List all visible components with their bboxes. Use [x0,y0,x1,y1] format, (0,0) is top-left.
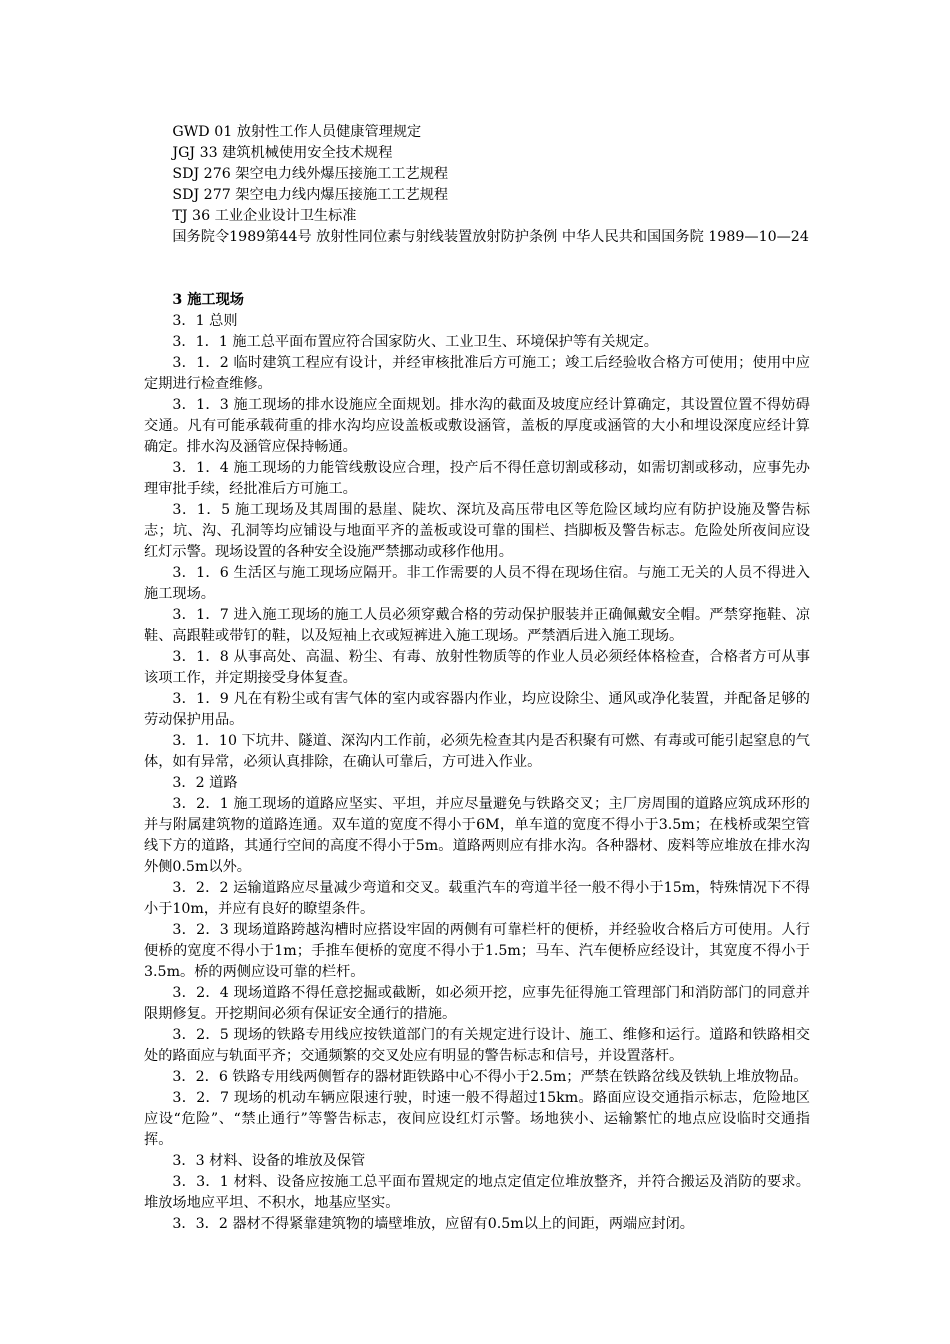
clause: 3．2．1 施工现场的道路应坚实、平坦，并应尽量避免与铁路交叉；主厂房周围的道路应筑成环形的并与附属建筑物的道路连通。双车道的宽度不得小于6M，单车道的宽度不得小于3.5m；在栈桥或架空管线下方的道路，其通行空间的高度不得小于5m。道路两则应有排水沟。各种器材、废料等应堆放在排水沟外侧0.5m以外。 [144,796,810,875]
reference-item: SDJ 276 架空电力线外爆压接施工工艺规程 [172,166,449,182]
clause: 3．1．10 下坑井、隧道、深沟内工作前，必须先检查其内是否积聚有可燃、有毒或可能引起窒息的气体，如有异常，必须认真排除，在确认可靠后，方可进入作业。 [144,733,810,770]
section-title: 3．2 道路 [172,775,238,791]
clause: 3．1．1 施工总平面布置应符合国家防火、工业卫生、环境保护等有关规定。 [172,334,658,350]
section-general [144,311,810,773]
clause: 3．1．4 施工现场的力能管线敷设应合理，投产后不得任意切割或移动，如需切割或移动，应事先办理审批手续，经批准后方可施工。 [144,460,810,497]
section-title: 3．3 材料、设备的堆放及保管 [172,1153,366,1169]
clause: 3．2．3 现场道路跨越沟槽时应搭设牢固的两侧有可靠栏杆的便桥，并经验收合格后方可使用。人行便桥的宽度不得小于1m；手推车便桥的宽度不得小于1.5m；马车、汽车便桥应经设计，其宽度不得小于3.5m。桥的两侧应设可靠的栏杆。 [144,922,810,980]
reference-list [144,122,810,248]
section-roads [144,773,810,1151]
section-materials [144,1151,810,1235]
clause: 3．2．5 现场的铁路专用线应按铁道部门的有关规定进行设计、施工、维修和运行。道路和铁路相交处的路面应与轨面平齐；交通频繁的交叉处应有明显的警告标志和信号，并设置落杆。 [144,1027,810,1064]
reference-item: 国务院令1989第44号 放射性同位素与射线装置放射防护条例 中华人民共和国国务院 1989—10—24 [172,229,809,245]
reference-item: JGJ 33 建筑机械使用安全技术规程 [172,145,393,161]
clause: 3．1．8 从事高处、高温、粉尘、有毒、放射性物质等的作业人员必须经体格检查，合格者方可从事该项工作，并定期接受身体复查。 [144,649,810,686]
section-spacer [144,248,810,290]
clause: 3．1．5 施工现场及其周围的悬崖、陡坎、深坑及高压带电区等危险区域均应有防护设施及警告标志；坑、沟、孔洞等均应铺设与地面平齐的盖板或设可靠的围栏、挡脚板及警告标志。危险处所夜间应设红灯示警。现场设置的各种安全设施严禁挪动或移作他用。 [144,502,810,560]
clause: 3．2．4 现场道路不得任意挖掘或截断，如必须开挖，应事先征得施工管理部门和消防部门的同意并限期修复。开挖期间必须有保证安全通行的措施。 [144,985,810,1022]
clause: 3．3．2 器材不得紧靠建筑物的墙壁堆放，应留有0.5m以上的间距，两端应封闭。 [172,1216,694,1232]
reference-item: SDJ 277 架空电力线内爆压接施工工艺规程 [172,187,449,203]
chapter-title: 3 施工现场 [172,292,244,308]
clause: 3．1．7 进入施工现场的施工人员必须穿戴合格的劳动保护服装并正确佩戴安全帽。严禁穿拖鞋、凉鞋、高跟鞋或带钉的鞋，以及短袖上衣或短裤进入施工现场。严禁酒后进入施工现场。 [144,607,810,644]
clause: 3．1．6 生活区与施工现场应隔开。非工作需要的人员不得在现场住宿。与施工无关的人员不得进入施工现场。 [144,565,810,602]
clause: 3．1．2 临时建筑工程应有设计，并经审核批准后方可施工；竣工后经验收合格方可使用；使用中应定期进行检查维修。 [144,355,810,392]
clause: 3．3．1 材料、设备应按施工总平面布置规定的地点定值定位堆放整齐，并符合搬运及消防的要求。堆放场地应平坦、不积水，地基应坚实。 [144,1174,810,1211]
clause: 3．2．6 铁路专用线两侧暂存的器材距铁路中心不得小于2.5m；严禁在铁路岔线及铁轨上堆放物品。 [172,1069,808,1085]
section-title: 3．1 总则 [172,313,238,329]
reference-item: GWD 01 放射性工作人员健康管理规定 [172,124,422,140]
reference-item: TJ 36 工业企业设计卫生标准 [172,208,357,224]
document-page [144,122,810,1235]
clause: 3．2．2 运输道路应尽量减少弯道和交叉。载重汽车的弯道半径一般不得小于15m，特殊情况下不得小于10m，并应有良好的瞭望条件。 [144,880,810,917]
clause: 3．2．7 现场的机动车辆应限速行驶，时速一般不得超过15km。路面应设交通指示标志，危险地区应设“危险”、“禁止通行”等警告标志，夜间应设红灯示警。场地狭小、运输繁忙的地点应设临时交通指挥。 [144,1090,810,1148]
clause: 3．1．9 凡在有粉尘或有害气体的室内或容器内作业，均应设除尘、通风或净化装置，并配备足够的劳动保护用品。 [144,691,810,728]
clause: 3．1．3 施工现场的排水设施应全面规划。排水沟的截面及坡度应经计算确定，其设置位置不得妨碍交通。凡有可能承载荷重的排水沟均应设盖板或敷设涵管，盖板的厚度或涵管的大小和埋设深度应经计算确定。排水沟及涵管应保持畅通。 [144,397,810,455]
